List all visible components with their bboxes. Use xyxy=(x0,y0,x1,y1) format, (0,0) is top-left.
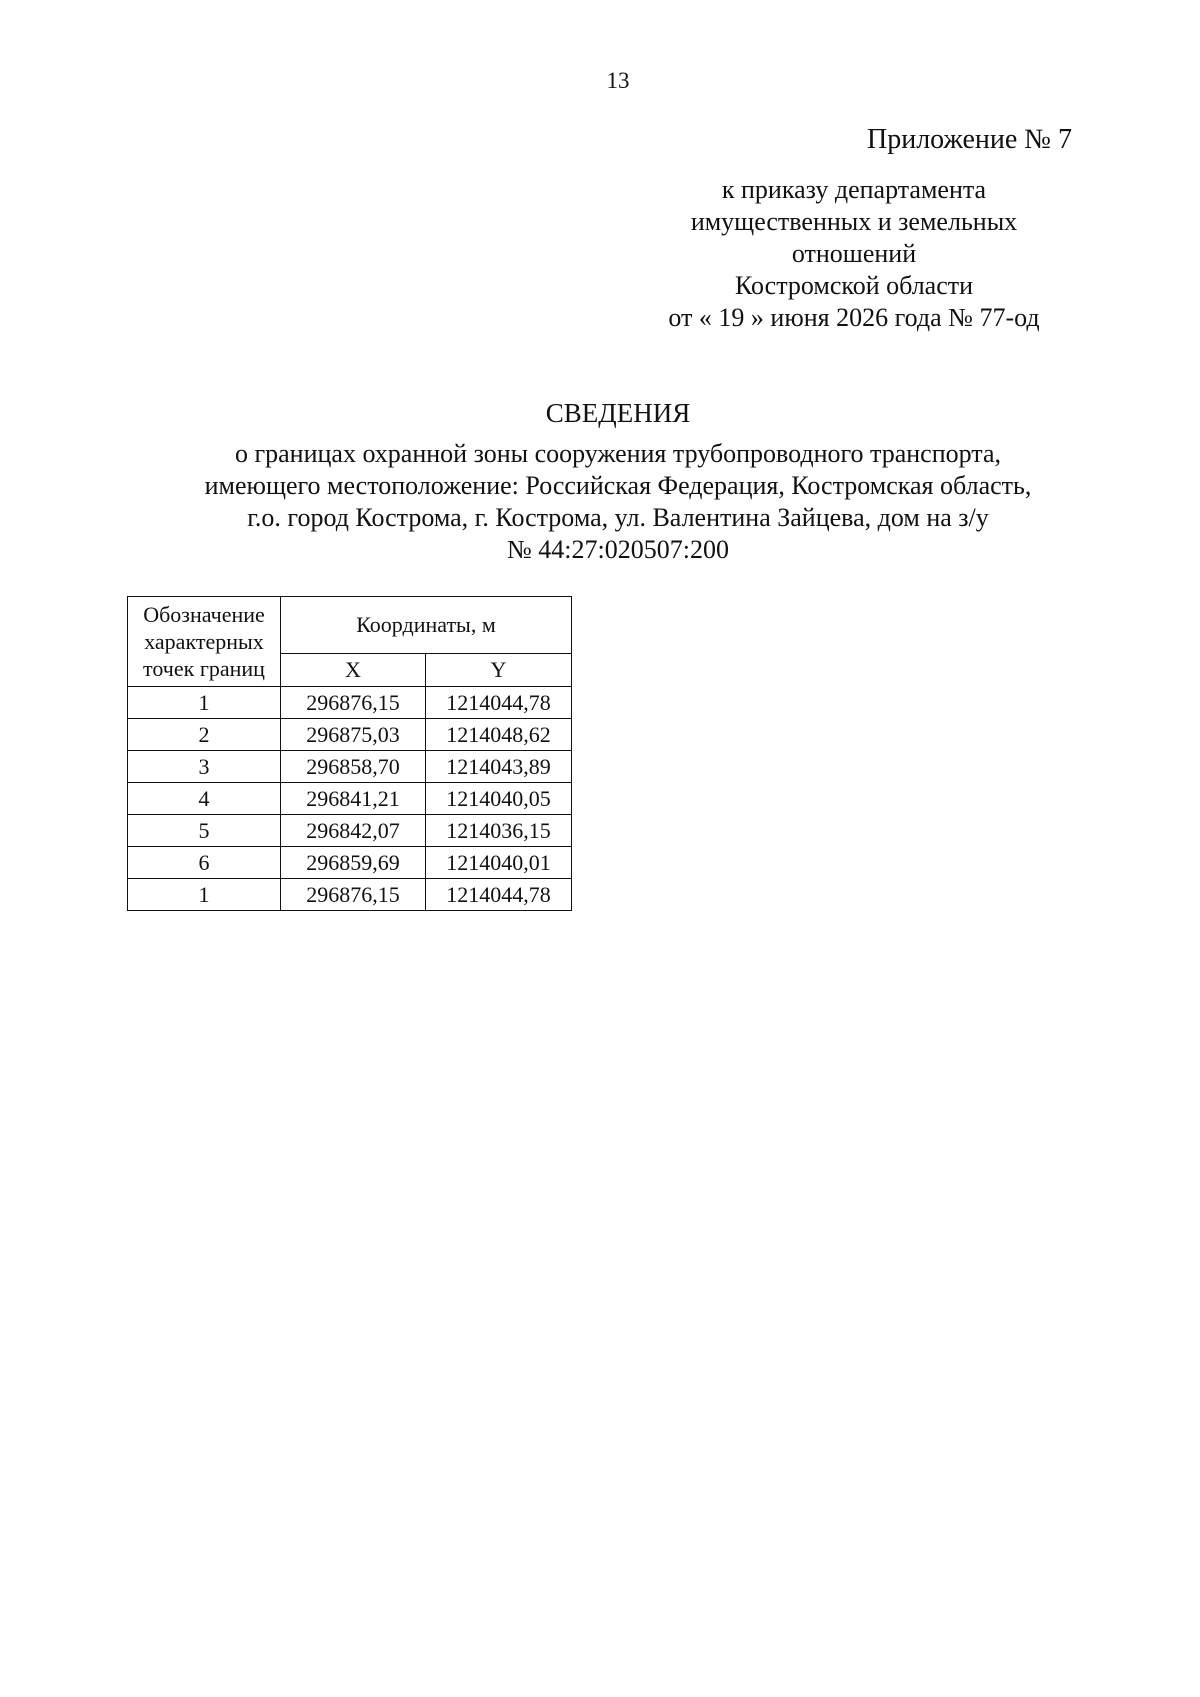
table-row xyxy=(128,815,572,847)
header-coordinates: Координаты, м xyxy=(281,597,572,654)
cell-point: 1 xyxy=(128,879,281,911)
subject-line: г.о. город Кострома, г. Кострома, ул. Валентина Зайцева, дом на з/у xyxy=(247,503,989,532)
cell-point: 5 xyxy=(128,815,281,847)
table-row xyxy=(128,719,572,751)
order-reference-line: к приказу департамента xyxy=(721,175,987,204)
appendix-title: Приложение № 7 xyxy=(867,124,1072,155)
cell-y: 1214044,78 xyxy=(426,879,572,911)
subject-line: № 44:27:020507:200 xyxy=(507,535,729,564)
cell-point: 1 xyxy=(128,687,281,719)
subject-line: о границах охранной зоны сооружения трубопроводного транспорта, xyxy=(234,439,1002,468)
cell-x: 296858,70 xyxy=(281,751,426,783)
cell-point: 3 xyxy=(128,751,281,783)
cell-x: 296875,03 xyxy=(281,719,426,751)
cell-y: 1214044,78 xyxy=(426,687,572,719)
order-reference-line: отношений xyxy=(791,239,917,268)
cell-y: 1214048,62 xyxy=(426,719,572,751)
header-y: Y xyxy=(426,654,572,687)
cell-x: 296859,69 xyxy=(281,847,426,879)
header-x: X xyxy=(281,654,426,687)
table-row xyxy=(128,847,572,879)
cell-point: 6 xyxy=(128,847,281,879)
order-reference-line: от « 19 » июня 2026 года № 77-од xyxy=(668,303,1040,332)
header-point-designation: Обозначение характерных точек границ xyxy=(128,597,281,687)
table-row xyxy=(128,879,572,911)
cell-point: 4 xyxy=(128,783,281,815)
coordinates-table xyxy=(127,596,572,911)
subject-line: имеющего местоположение: Российская Федерация, Костромская область, xyxy=(204,471,1032,500)
cell-y: 1214036,15 xyxy=(426,815,572,847)
page-number: 13 xyxy=(606,68,630,93)
cell-x: 296876,15 xyxy=(281,879,426,911)
cell-y: 1214040,01 xyxy=(426,847,572,879)
cell-point: 2 xyxy=(128,719,281,751)
table-row xyxy=(128,751,572,783)
order-reference xyxy=(604,174,1104,334)
cell-y: 1214040,05 xyxy=(426,783,572,815)
cell-x: 296841,21 xyxy=(281,783,426,815)
order-reference-line: Костромской области xyxy=(734,271,974,300)
order-reference-line: имущественных и земельных xyxy=(690,207,1018,236)
table-row xyxy=(128,783,572,815)
table-row xyxy=(128,687,572,719)
cell-x: 296876,15 xyxy=(281,687,426,719)
cell-x: 296842,07 xyxy=(281,815,426,847)
document-subject xyxy=(120,438,1116,566)
cell-y: 1214043,89 xyxy=(426,751,572,783)
document-heading: СВЕДЕНИЯ xyxy=(545,398,691,428)
